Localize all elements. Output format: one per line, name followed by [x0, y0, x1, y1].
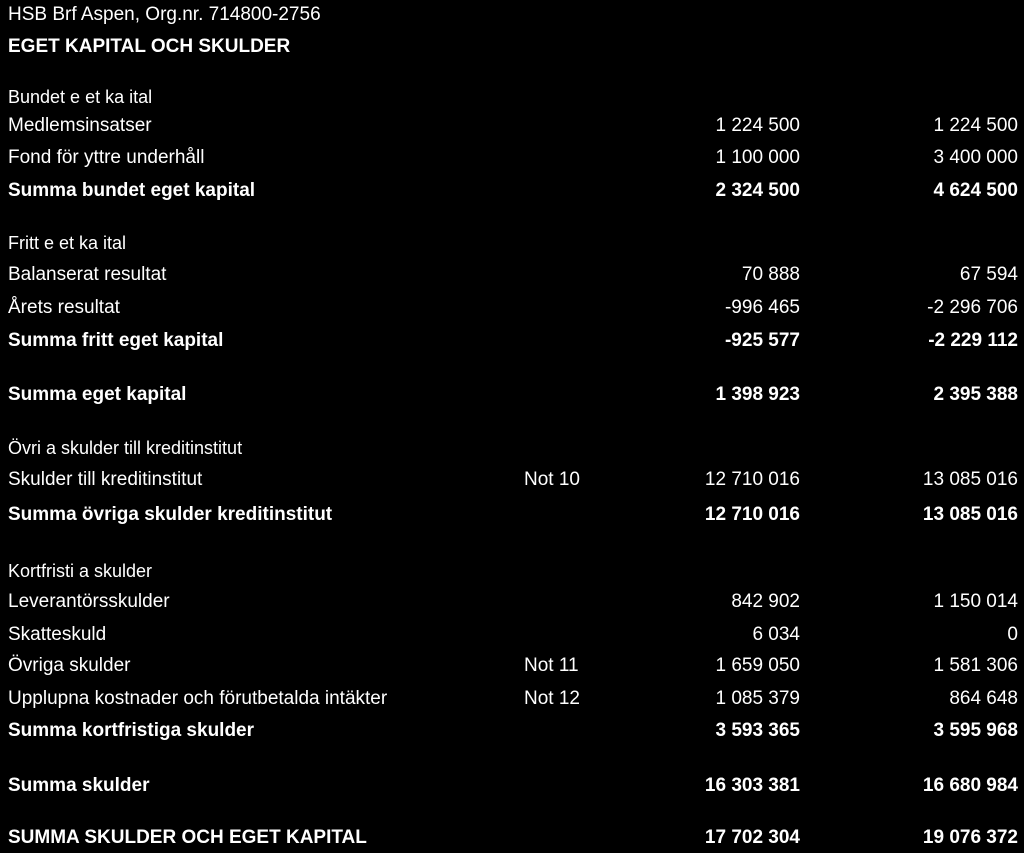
current-year-value: 6 034 [752, 624, 800, 645]
organization-line: HSB Brf Aspen, Org.nr. 714800-2756 [8, 4, 321, 25]
subtotal-row [0, 500, 1024, 530]
table-row [0, 293, 1024, 323]
row-label: Leverantörsskulder [8, 591, 170, 612]
subtotal-row [0, 176, 1024, 206]
prior-year-value: 19 076 372 [922, 827, 1018, 848]
section-heading [0, 82, 1024, 112]
section-heading [0, 433, 1024, 463]
subtotal-row [0, 380, 1024, 410]
row-label: Summa kortfristiga skulder [8, 720, 255, 741]
current-year-value: 1 224 500 [715, 115, 800, 136]
current-year-value: 16 303 381 [704, 775, 800, 796]
row-label: Övri a skulder till kreditinstitut [8, 438, 243, 458]
row-label: Fritt e et ka ital [8, 233, 127, 253]
row-label: Summa skulder [8, 775, 150, 796]
row-label: SUMMA SKULDER OCH EGET KAPITAL [8, 827, 367, 848]
prior-year-value: 0 [1007, 624, 1018, 645]
prior-year-value: 3 400 000 [933, 147, 1018, 168]
prior-year-value: -2 229 112 [928, 330, 1018, 351]
row-label: Summa övriga skulder kreditinstitut [8, 504, 333, 525]
table-row [0, 587, 1024, 617]
note-ref: Not 11 [524, 655, 579, 676]
prior-year-value: 864 648 [949, 688, 1018, 709]
row-label: Kortfristi a skulder [8, 561, 153, 581]
prior-year-value: 13 085 016 [922, 504, 1018, 525]
row-label: Årets resultat [8, 297, 120, 318]
current-year-value: -925 577 [724, 330, 800, 351]
current-year-value: 1 398 923 [715, 384, 800, 405]
subtotal-row [0, 823, 1024, 853]
current-year-value: 12 710 016 [704, 469, 800, 490]
row-label: Summa fritt eget kapital [8, 330, 224, 351]
row-label: Summa bundet eget kapital [8, 180, 256, 201]
subtotal-row [0, 716, 1024, 746]
current-year-value: 1 100 000 [715, 147, 800, 168]
table-row [0, 260, 1024, 290]
prior-year-value: 3 595 968 [933, 720, 1018, 741]
prior-year-value: 1 150 014 [933, 591, 1018, 612]
current-year-value: 3 593 365 [715, 720, 800, 741]
prior-year-value: 2 395 388 [933, 384, 1018, 405]
page-title: EGET KAPITAL OCH SKULDER [8, 36, 291, 57]
prior-year-value: 13 085 016 [922, 469, 1018, 490]
table-row [0, 651, 1024, 681]
current-year-value: 842 902 [731, 591, 800, 612]
section-heading [0, 556, 1024, 586]
row-label: Övriga skulder [8, 655, 131, 676]
section-heading [0, 228, 1024, 258]
table-row [0, 143, 1024, 173]
current-year-value: 12 710 016 [704, 504, 800, 525]
current-year-value: 2 324 500 [715, 180, 800, 201]
current-year-value: 1 659 050 [715, 655, 800, 676]
current-year-value: 1 085 379 [715, 688, 800, 709]
table-row [0, 465, 1024, 495]
subtotal-row [0, 771, 1024, 801]
prior-year-value: 1 581 306 [933, 655, 1018, 676]
row-label: Summa eget kapital [8, 384, 187, 405]
row-label: Skatteskuld [8, 624, 107, 645]
note-ref: Not 10 [524, 469, 580, 490]
table-row [0, 684, 1024, 714]
row-label: Medlemsinsatser [8, 115, 152, 136]
row-label: Balanserat resultat [8, 264, 167, 285]
prior-year-value: 16 680 984 [922, 775, 1018, 796]
prior-year-value: -2 296 706 [927, 297, 1018, 318]
current-year-value: 17 702 304 [704, 827, 800, 848]
prior-year-value: 4 624 500 [933, 180, 1018, 201]
table-row [0, 111, 1024, 141]
prior-year-value: 1 224 500 [933, 115, 1018, 136]
row-label: Fond för yttre underhåll [8, 147, 205, 168]
row-label: Bundet e et ka ital [8, 87, 153, 107]
note-ref: Not 12 [524, 688, 580, 709]
current-year-value: -996 465 [724, 297, 800, 318]
prior-year-value: 67 594 [959, 264, 1018, 285]
row-label: Skulder till kreditinstitut [8, 469, 203, 490]
row-label: Upplupna kostnader och förutbetalda intäkter [8, 688, 388, 709]
current-year-value: 70 888 [741, 264, 800, 285]
subtotal-row [0, 326, 1024, 356]
table-row [0, 620, 1024, 650]
